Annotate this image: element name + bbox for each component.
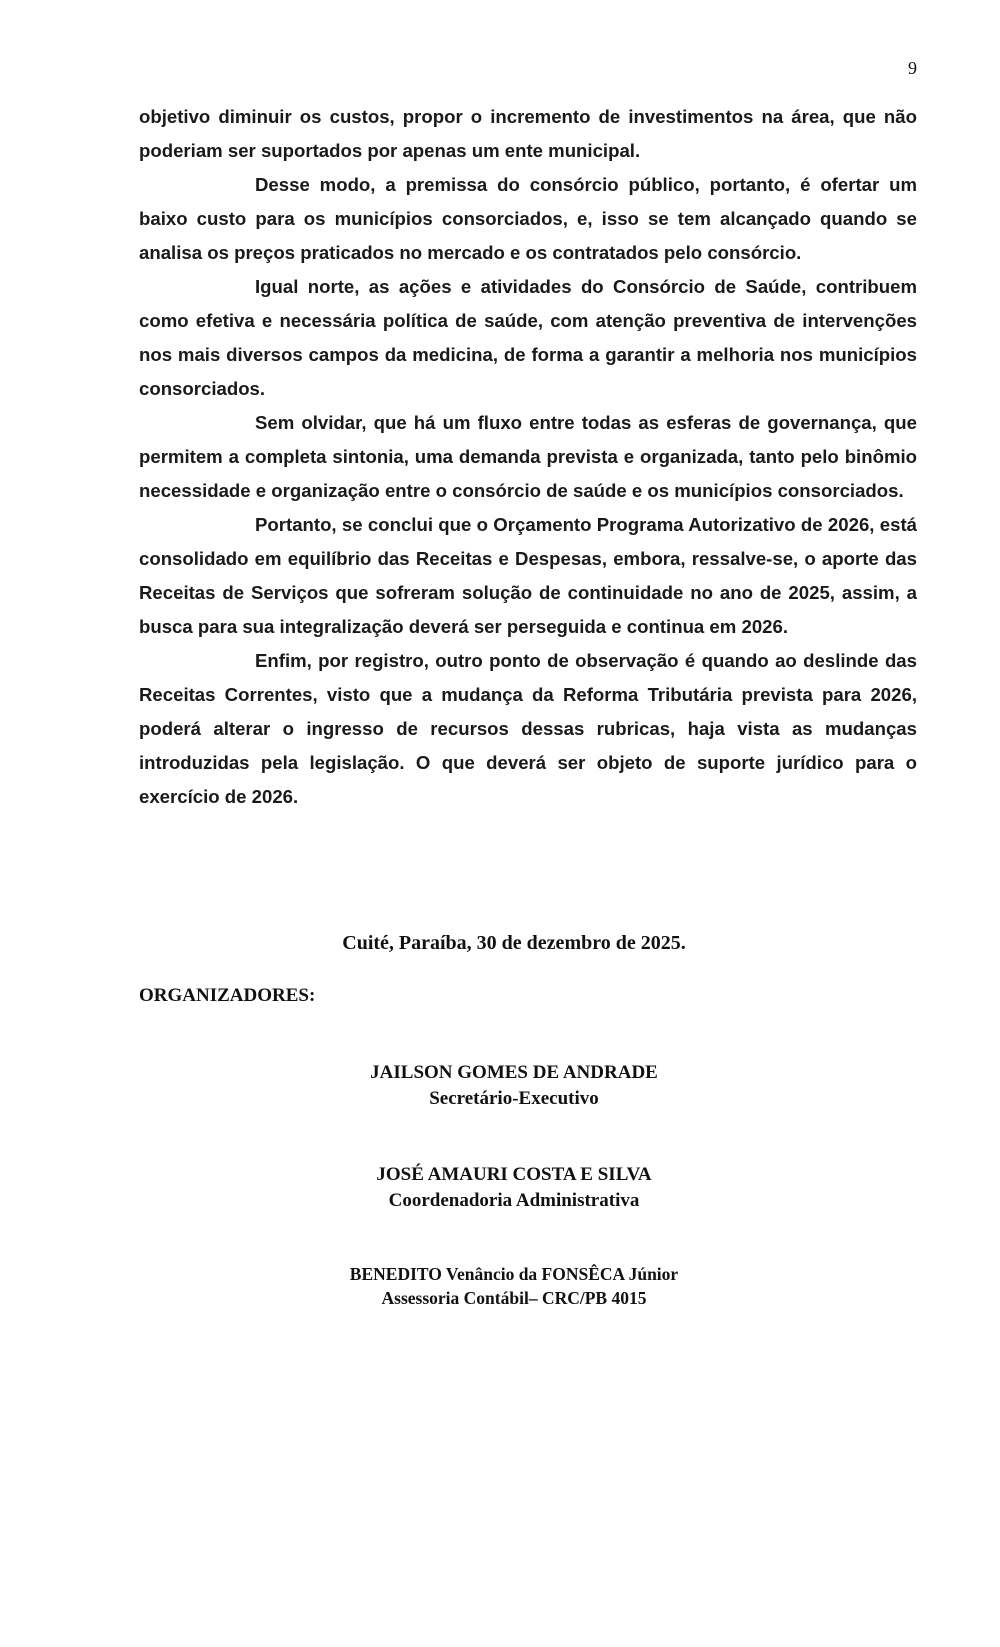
- signatory-role: Assessoria Contábil– CRC/PB 4015: [381, 1288, 647, 1308]
- signatory-role: Coordenadoria Administrativa: [388, 1190, 640, 1211]
- paragraph-premise: Desse modo, a premissa do consórcio público, portanto, é ofertar um baixo custo para os municípios consorciados, e, isso se tem alcançado quando se analisa os preços praticados no mercado e os contratados pelo consórcio.: [139, 174, 917, 263]
- signatory-accounting-advisory: [0, 1262, 1000, 1310]
- place-date: Cuité, Paraíba, 30 de dezembro de 2025.: [342, 932, 686, 954]
- signatory-name: BENEDITO Venâncio da FONSÊCA Júnior: [349, 1264, 679, 1284]
- signatory-name: JAILSON GOMES DE ANDRADE: [370, 1062, 658, 1083]
- signatory-administrative-coordination: [0, 1162, 1000, 1214]
- paragraph-budget-conclusion: Portanto, se conclui que o Orçamento Programa Autorizativo de 2026, está consolidado em equilíbrio das Receitas e Despesas, embora, ressalve-se, o aporte das Receitas de Serviços que sofreram solução de continuidade no ano de 2025, assim, a busca para sua integralização deverá ser perseguida e continua em 2026.: [139, 514, 917, 637]
- page-number: 9: [908, 58, 917, 78]
- body-text: [139, 100, 917, 814]
- paragraph-health-policy: Igual norte, as ações e atividades do Consórcio de Saúde, contribuem como efetiva e necessária política de saúde, com atenção preventiva de intervenções nos mais diversos campos da medicina, de forma a garantir a melhoria nos municípios consorciados.: [139, 276, 917, 399]
- signatory-name: JOSÉ AMAURI COSTA E SILVA: [376, 1164, 652, 1185]
- paragraph-governance: Sem olvidar, que há um fluxo entre todas as esferas de governança, que permitem a completa sintonia, uma demanda prevista e organizada, tanto pelo binômio necessidade e organização entre o consórcio de saúde e os municípios consorciados.: [139, 412, 917, 501]
- paragraph-tax-reform: Enfim, por registro, outro ponto de observação é quando ao deslinde das Receitas Correntes, visto que a mudança da Reforma Tributária prevista para 2026, poderá alterar o ingresso de recursos dessas rubricas, haja vista as mudanças introduzidas pela legislação. O que deverá ser objeto de suporte jurídico para o exercício de 2026.: [139, 650, 917, 807]
- signatory-executive-secretary: [0, 1060, 1000, 1112]
- organizers-heading: ORGANIZADORES:: [139, 985, 316, 1006]
- paragraph-continuation: objetivo diminuir os custos, propor o incremento de investimentos na área, que não poderiam ser suportados por apenas um ente municipal.: [139, 106, 917, 161]
- signatory-role: Secretário-Executivo: [429, 1088, 599, 1109]
